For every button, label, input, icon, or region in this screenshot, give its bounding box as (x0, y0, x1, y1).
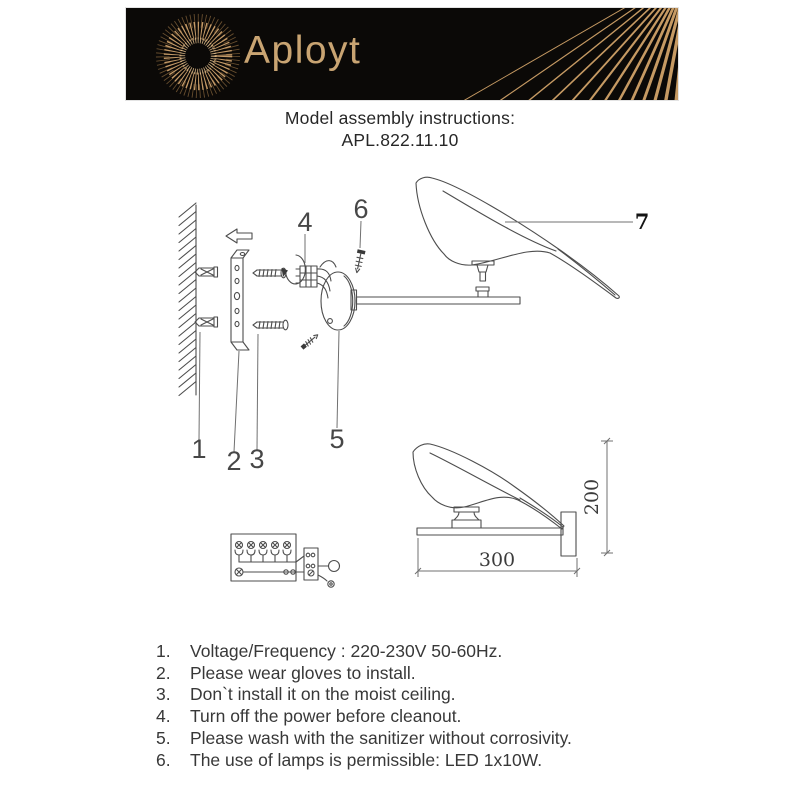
item-text: Please wear gloves to install. (190, 662, 416, 683)
item-number: 6. (156, 749, 171, 770)
mounting-bracket (231, 250, 249, 350)
brand-name: Aployt (244, 29, 362, 72)
instruction-item (156, 641, 716, 663)
document-title (0, 107, 800, 151)
ground-screw (235, 568, 243, 576)
part-label-5: 5 (329, 424, 345, 454)
screw-bottom (253, 320, 288, 330)
leader-lines (199, 221, 633, 452)
title-line1: Model assembly instructions: (284, 108, 516, 128)
wiring-diagram (231, 534, 340, 587)
item-text: The use of lamps is permissible: LED 1x10W. (190, 749, 543, 770)
instruction-item (156, 684, 716, 706)
terminal-block (296, 261, 336, 298)
part-label-6: 6 (353, 194, 369, 224)
lamp-arm (351, 287, 520, 310)
dimension-diagram (413, 438, 613, 577)
instruction-item (156, 728, 716, 750)
arrow-left-icon (226, 229, 252, 243)
wall-anchor-bottom (195, 317, 218, 327)
wall-section (179, 203, 196, 396)
set-screw (353, 249, 366, 273)
dimension-height: 200 (581, 478, 603, 516)
item-text: Don`t install it on the moist ceiling. (190, 684, 456, 705)
sunburst-logo-icon (140, 10, 256, 100)
wall-anchor-top (195, 267, 218, 277)
title-line2: APL.822.11.10 (341, 130, 459, 150)
instructions-list (156, 641, 716, 771)
item-text: Voltage/Frequency : 220-230V 50-60Hz. (190, 641, 503, 661)
brand-header (126, 8, 678, 100)
instruction-item (156, 750, 716, 772)
item-number: 1. (156, 641, 171, 661)
bird-peg (472, 261, 494, 281)
item-text: Turn off the power before cleanout. (190, 706, 462, 727)
screw-terminals (235, 542, 304, 563)
instruction-item (156, 706, 716, 728)
dimension-width: 300 (478, 549, 516, 571)
screw-top (253, 255, 305, 284)
part-label-2: 2 (226, 446, 242, 476)
lamp-symbol (329, 561, 340, 572)
plug-symbol (328, 581, 334, 587)
connector-block (304, 548, 318, 580)
canopy (300, 272, 355, 350)
item-number: 4. (156, 706, 171, 727)
bird-lamp (416, 177, 619, 298)
instruction-item (156, 663, 716, 685)
part-label-3: 3 (249, 444, 265, 474)
item-number: 5. (156, 727, 171, 748)
item-number: 3. (156, 684, 171, 705)
rays-decoration (378, 8, 678, 100)
item-number: 2. (156, 662, 171, 683)
part-label-1: 1 (191, 434, 207, 464)
part-label-7: 7 (634, 209, 650, 234)
item-text: Please wash with the sanitizer without corrosivity. (190, 727, 572, 748)
part-label-4: 4 (297, 207, 313, 237)
